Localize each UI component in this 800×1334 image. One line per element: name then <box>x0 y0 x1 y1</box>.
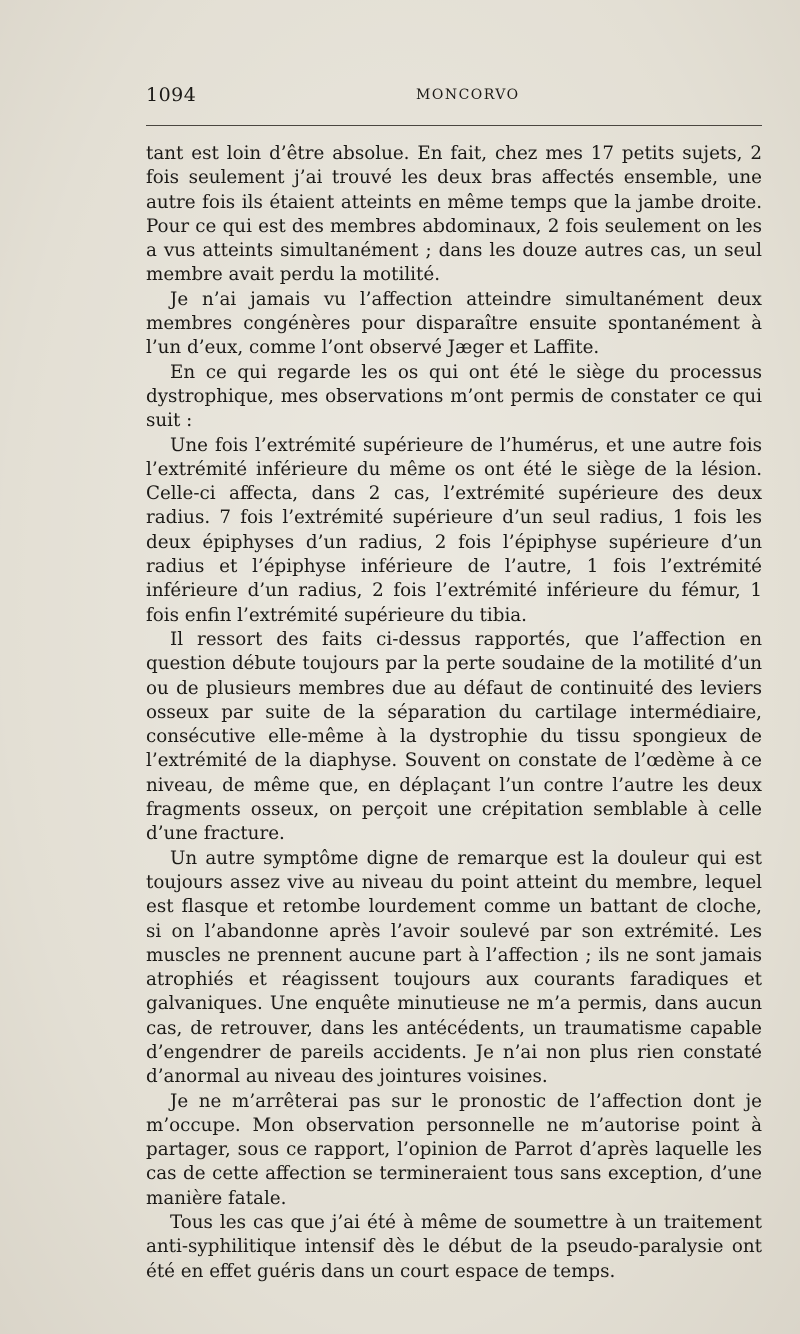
paragraph: Je ne m’arrêterai pas sur le pronostic de l’affection dont je m’occupe. Mon observation personnelle ne m’autorise point à partager, sous ce rapport, l’opinion de Parrot d’après laquelle les cas de cette affection se termineraient tous sans exception, d’une manière fatale. <box>146 1090 762 1209</box>
paragraph: Il ressort des faits ci-dessus rapportés, que l’affection en question débute toujours par la perte soudaine de la motilité d’un ou de plusieurs membres due au défaut de continuité des leviers osseux par suite de la séparation du cartilage intermédiaire, consécutive elle-même à la dystrophie du tissu spongieux de l’extrémité de la diaphyse. Souvent on constate de l’œdème à ce niveau, de même que, en déplaçant l’un contre l’autre les deux fragments osseux, on perçoit une crépitation semblable à celle d’une fracture. <box>146 628 762 845</box>
paragraph: Je n’ai jamais vu l’affection atteindre simultanément deux membres congénères pour disparaître ensuite spontanément à l’un d’eux, comme l’ont observé Jæger et Laffite. <box>146 288 762 359</box>
paragraph: tant est loin d’être absolue. En fait, chez mes 17 petits sujets, 2 fois seulement j’ai trouvé les deux bras affectés ensemble, une autre fois ils étaient atteints en même temps que la jambe droite. Pour ce qui est des membres abdominaux, 2 fois seulement on les a vus atteints simultanément ; dans les douze autres cas, un seul membre avait perdu la motilité. <box>146 143 762 286</box>
body-text <box>146 142 762 1284</box>
paragraph: Une fois l’extrémité supérieure de l’humérus, et une autre fois l’extrémité inférieure du même os ont été le siège de la lésion. Celle-ci affecta, dans 2 cas, l’extrémité supérieure des deux radius. 7 fois l’extrémité supérieure d’un seul radius, 1 fois les deux épiphyses d’un radius, 2 fois l’épiphyse supérieure d’un radius et l’épiphyse inférieure de l’autre, 1 fois l’extrémité inférieure d’un radius, 2 fois l’extrémité inférieure du fémur, 1 fois enfin l’extrémité supérieure du tibia. <box>146 434 762 626</box>
header-rule <box>146 125 762 126</box>
page-number: 1094 <box>146 84 197 106</box>
running-title: MONCORVO <box>416 87 520 103</box>
paragraph: Un autre symptôme digne de remarque est la douleur qui est toujours assez vive au niveau du point atteint du membre, lequel est flasque et retombe lourdement comme un battant de cloche, si on l’abandonne après l’avoir soulevé par son extrémité. Les muscles ne prennent aucune part à l’affection ; ils ne sont jamais atrophiés et réagissent toujours aux courants faradiques et galvaniques. Une enquête minutieuse ne m’a permis, dans aucun cas, de retrouver, dans les antécédents, un traumatisme capable d’engendrer de pareils accidents. Je n’ai non plus rien constaté d’anormal au niveau des jointures voisines. <box>146 847 762 1088</box>
page-header <box>146 84 762 114</box>
paragraph: Tous les cas que j’ai été à même de soumettre à un traitement anti-syphilitique intensif dès le début de la pseudo-paralysie ont été en effet guéris dans un court espace de temps. <box>146 1212 762 1282</box>
paragraph: En ce qui regarde les os qui ont été le siège du processus dystrophique, mes observations m’ont permis de constater ce qui suit : <box>146 361 762 432</box>
